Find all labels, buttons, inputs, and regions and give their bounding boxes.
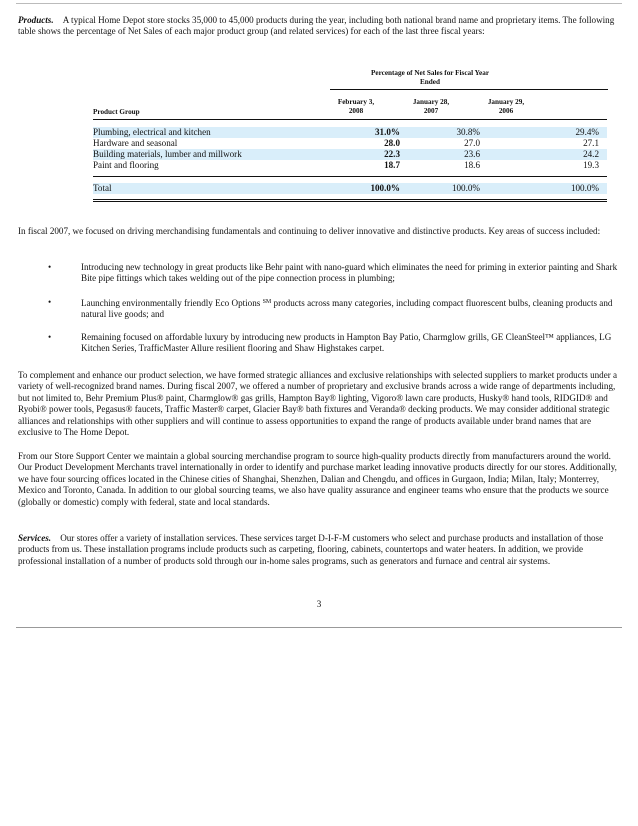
table-row — [93, 127, 607, 138]
value-2006: 27.1 — [583, 138, 599, 148]
value-2008: 22.3 — [384, 149, 400, 159]
value-2006: 19.3 — [583, 160, 599, 170]
value-2008: 18.7 — [384, 160, 400, 170]
total-double-rule-top — [93, 199, 607, 200]
row-label: Plumbing, electrical and kitchen — [93, 127, 211, 137]
bottom-rule — [16, 627, 622, 628]
bullet-text: Introducing new technology in great products like Behr paint with nano-guard which eliminates the need for priming in exterior painting and Shark Bite pipe fittings which takes welding out of the pipe connection process in plumbing; — [81, 262, 618, 284]
total-double-rule-bottom — [93, 201, 607, 202]
bullet-marker: • — [48, 332, 52, 342]
fiscal-paragraph: In fiscal 2007, we focused on driving merchandising fundamentals and continuing to deliver innovative and distinctive products. Key areas of success included: — [18, 226, 601, 236]
complement-paragraph: To complement and enhance our product selection, we have formed strategic alliances and exclusive relationships with selected suppliers to market products under a variety of well-recognized brand names. During fiscal 2007, we offered a number of proprietary and exclusive brands across a wide range of departments including, but not limited to, Behr Premium Plus® paint, Charmglow® gas grills, Hampton Bay® lighting, Vigoro® lawn care products, Husky® hand tools, RIDGID® and Ryobi® power tools, Pegasus® faucets, Traffic Master® carpet, Glacier Bay® bath fixtures and Veranda® decking products. We may consider additional strategic alliances and relationships with other suppliers and will continue to assess opportunities to expand the range of products available under brand names that are exclusive to The Home Depot. — [18, 370, 618, 438]
value-2007: 18.6 — [464, 160, 480, 170]
services-text: Our stores offer a variety of installation services. These services target D-I-F-M customers who select and purchase products and installation of those products from us. These installation programs include products such as carpeting, flooring, cabinets, countertops and water heaters. In addition, we provide professional installation of a number of products sold through our in-home sales programs, such as generators and furnace and central air systems. — [18, 533, 604, 566]
value-2006: 24.2 — [583, 149, 599, 159]
page-number: 3 — [316, 599, 322, 609]
table-group-header: Percentage of Net Sales for Fiscal Year Ended — [370, 69, 490, 86]
top-rule — [16, 3, 622, 4]
service-mark: SM — [262, 299, 272, 305]
total-2006: 100.0% — [570, 183, 599, 193]
value-2008: 28.0 — [384, 138, 400, 148]
value-2008: 31.0% — [374, 127, 400, 137]
table-row — [93, 149, 607, 160]
table-row — [93, 160, 607, 171]
sourcing-paragraph: From our Store Support Center we maintain a global sourcing merchandise program to source high-quality products directly from manufacturers around the world. Our Product Development Merchants travel internationally in order to identify and purchase market leading innovative products directly for our stores. Additionally, we have four sourcing offices located in the Chinese cities of Shanghai, Shenzhen, Dalian and Chengdu, and offices in Gurgaon, India; Milan, Italy; Monterrey, Mexico and Toronto, Canada. In addition to our global sourcing teams, we also have quality assurance and engineer teams who ensure that the products we source (globally or domestic) comply with federal, state and local standards. — [18, 451, 617, 507]
group-header-rule — [330, 89, 608, 90]
col-header-2008: February 3, 2008 — [337, 98, 375, 115]
total-2008: 100.0% — [370, 183, 400, 193]
row-label: Paint and flooring — [93, 160, 159, 170]
value-2007: 23.6 — [464, 149, 480, 159]
total-2007: 100.0% — [451, 183, 480, 193]
bullet-marker: • — [48, 262, 52, 272]
bullet-text: Remaining focused on affordable luxury by introducing new products in Hampton Bay Patio, Charmglow grills, GE CleanSteel™ appliances, LG Kitchen Series, TrafficMaster Allure resilient flooring and Shaw Highstakes carpet. — [81, 332, 612, 354]
services-lead: Services. — [18, 533, 52, 543]
total-label: Total — [93, 183, 112, 193]
products-text: A typical Home Depot store stocks 35,000 to 45,000 products during the year, including both national brand name and proprietary items. The following table shows the percentage of Net Sales of each major product group (and related services) for each of the last three fiscal years: — [18, 15, 615, 37]
subtotal-rule — [93, 176, 607, 177]
products-lead: Products. — [18, 15, 54, 25]
table-row — [93, 138, 607, 149]
services-paragraph — [18, 533, 620, 567]
value-2007: 30.8% — [456, 127, 480, 137]
col-header-2006: January 29, 2006 — [487, 98, 525, 115]
col-header-2007: January 28, 2007 — [412, 98, 450, 115]
bullet-text: Launching environmentally friendly Eco Options ℠ products across many categories, including compact fluorescent bulbs, cleaning products and natural live goods; and — [81, 298, 613, 320]
row-label: Hardware and seasonal — [93, 138, 178, 148]
bullet-marker: • — [48, 297, 52, 307]
value-2006: 29.4% — [575, 127, 599, 137]
table-total-row — [93, 183, 607, 194]
row-label: Building materials, lumber and millwork — [93, 149, 242, 159]
product-group-header: Product Group — [93, 108, 140, 116]
value-2007: 27.0 — [464, 138, 480, 148]
products-paragraph — [18, 15, 620, 38]
header-rule — [93, 119, 607, 120]
